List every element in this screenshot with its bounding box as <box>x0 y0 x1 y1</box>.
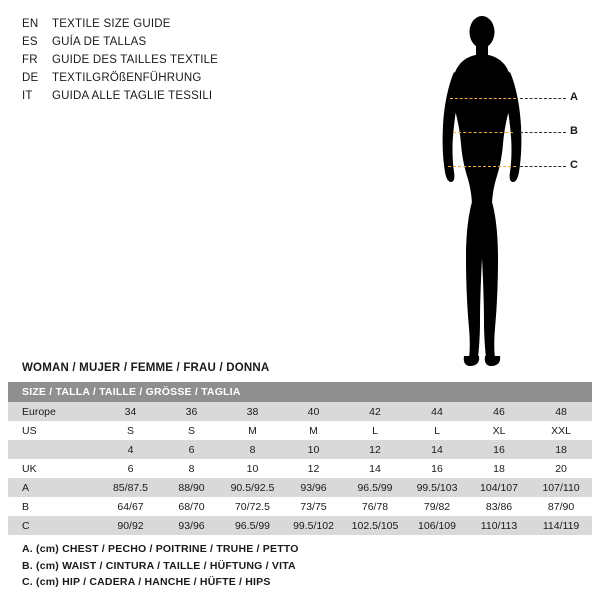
cell: 16 <box>468 440 530 459</box>
language-row <box>22 36 352 54</box>
note-b: B. (cm) WAIST / CINTURA / TAILLE / HÜFTUNG / VITA <box>22 559 296 572</box>
table-header-row <box>8 382 592 402</box>
size-table <box>8 382 592 535</box>
table-row <box>8 516 592 535</box>
cell: 106/109 <box>406 516 468 535</box>
cell: XL <box>468 421 530 440</box>
row-label: C <box>8 516 100 535</box>
cell: 90/92 <box>100 516 161 535</box>
cell: 10 <box>222 459 283 478</box>
cell: 6 <box>100 459 161 478</box>
measure-label-b: B <box>570 125 578 137</box>
language-title: TEXTILE SIZE GUIDE <box>52 18 171 30</box>
language-headings <box>22 18 352 108</box>
measurement-notes <box>22 541 299 591</box>
language-code: FR <box>22 54 38 66</box>
cell: 34 <box>100 402 161 421</box>
table-header-label: SIZE / TALLA / TAILLE / GRÖSSE / TAGLIA <box>8 382 592 402</box>
cell: 64/67 <box>100 497 161 516</box>
row-label: A <box>8 478 100 497</box>
cell: 73/75 <box>283 497 344 516</box>
cell: 83/86 <box>468 497 530 516</box>
cell: 8 <box>222 440 283 459</box>
cell: 79/82 <box>406 497 468 516</box>
cell: L <box>344 421 406 440</box>
waist-guide-line <box>453 132 513 133</box>
table-row <box>8 478 592 497</box>
section-title: WOMAN / MUJER / FEMME / FRAU / DONNA <box>22 362 270 374</box>
cell: 38 <box>222 402 283 421</box>
cell: 85/87.5 <box>100 478 161 497</box>
cell: 16 <box>406 459 468 478</box>
cell: 96.5/99 <box>222 516 283 535</box>
language-row <box>22 18 352 36</box>
language-title: GUIDA ALLE TAGLIE TESSILI <box>52 90 213 102</box>
row-label <box>8 440 100 459</box>
language-row <box>22 54 352 72</box>
cell: 87/90 <box>530 497 592 516</box>
cell: 110/113 <box>468 516 530 535</box>
cell: 14 <box>406 440 468 459</box>
size-table-wrapper <box>0 382 600 535</box>
cell: S <box>100 421 161 440</box>
chest-guide-line <box>450 98 516 99</box>
cell: 102.5/105 <box>344 516 406 535</box>
cell: M <box>222 421 283 440</box>
cell: 46 <box>468 402 530 421</box>
cell: 44 <box>406 402 468 421</box>
cell: 10 <box>283 440 344 459</box>
language-code: ES <box>22 36 38 48</box>
language-row <box>22 72 352 90</box>
table-row <box>8 440 592 459</box>
row-label: B <box>8 497 100 516</box>
cell: 107/110 <box>530 478 592 497</box>
cell: L <box>406 421 468 440</box>
cell: 48 <box>530 402 592 421</box>
language-code: DE <box>22 72 39 84</box>
cell: 104/107 <box>468 478 530 497</box>
language-title: TEXTILGRÖßENFÜHRUNG <box>52 72 202 84</box>
measure-label-a: A <box>570 91 578 103</box>
language-title: GUÍA DE TALLAS <box>52 36 147 48</box>
cell: 8 <box>161 459 222 478</box>
cell: 14 <box>344 459 406 478</box>
cell: S <box>161 421 222 440</box>
cell: 40 <box>283 402 344 421</box>
cell: M <box>283 421 344 440</box>
cell: 12 <box>344 440 406 459</box>
table-row <box>8 497 592 516</box>
body-figure <box>420 10 590 370</box>
cell: 114/119 <box>530 516 592 535</box>
cell: 93/96 <box>283 478 344 497</box>
measure-label-c: C <box>570 159 578 171</box>
cell: XXL <box>530 421 592 440</box>
cell: 96.5/99 <box>344 478 406 497</box>
row-label: UK <box>8 459 100 478</box>
cell: 76/78 <box>344 497 406 516</box>
waist-leader-line <box>520 132 566 133</box>
cell: 42 <box>344 402 406 421</box>
cell: 93/96 <box>161 516 222 535</box>
hip-guide-line <box>448 166 516 167</box>
cell: 4 <box>100 440 161 459</box>
cell: 36 <box>161 402 222 421</box>
note-a: A. (cm) CHEST / PECHO / POITRINE / TRUHE / PETTO <box>22 543 299 555</box>
hip-leader-line <box>520 166 566 167</box>
cell: 18 <box>530 440 592 459</box>
cell: 68/70 <box>161 497 222 516</box>
table-row <box>8 421 592 440</box>
row-label: US <box>8 421 100 440</box>
female-silhouette-icon <box>420 10 590 370</box>
cell: 6 <box>161 440 222 459</box>
row-label: Europe <box>8 402 100 421</box>
cell: 99.5/102 <box>283 516 344 535</box>
language-row <box>22 90 352 108</box>
language-title: GUIDE DES TAILLES TEXTILE <box>52 54 219 66</box>
table-row <box>8 459 592 478</box>
chest-leader-line <box>520 98 566 99</box>
cell: 88/90 <box>161 478 222 497</box>
note-c: C. (cm) HIP / CADERA / HANCHE / HÜFTE / HIPS <box>22 576 271 588</box>
cell: 90.5/92.5 <box>222 478 283 497</box>
cell: 18 <box>468 459 530 478</box>
language-code: IT <box>22 90 33 102</box>
cell: 12 <box>283 459 344 478</box>
table-row <box>8 402 592 421</box>
cell: 20 <box>530 459 592 478</box>
cell: 99.5/103 <box>406 478 468 497</box>
cell: 70/72.5 <box>222 497 283 516</box>
language-code: EN <box>22 18 39 30</box>
